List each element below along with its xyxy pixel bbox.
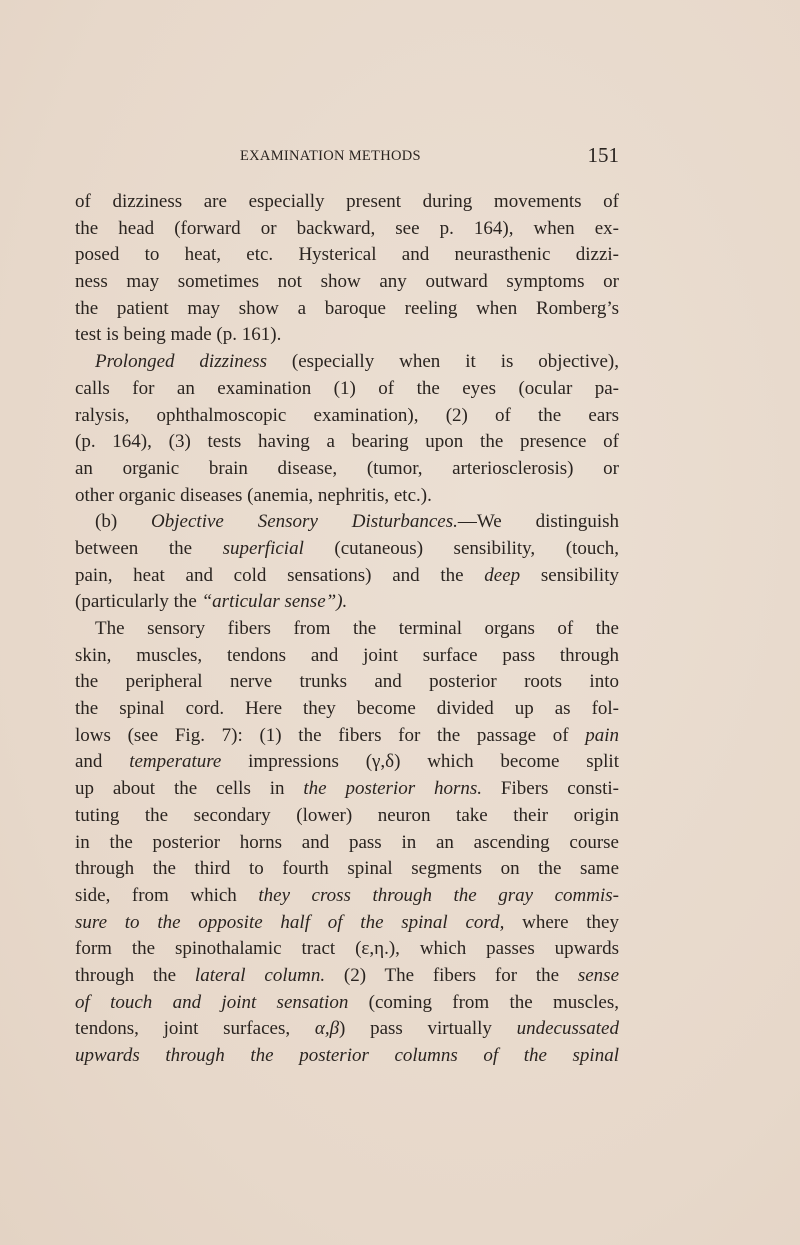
text-line [75, 990, 619, 1017]
page-number: 151 [587, 143, 619, 167]
text-line [75, 669, 619, 696]
text-line [75, 883, 619, 910]
text-segment: form the spinothalamic tract (ε,η.), which passes upwards [75, 938, 619, 960]
italic-text: superficial [222, 537, 304, 559]
italic-text: deep [484, 564, 521, 586]
running-head [75, 143, 619, 168]
running-head-title: EXAMINATION METHODS [240, 148, 421, 164]
italic-text: sense [577, 964, 619, 986]
text-segment: and [75, 751, 130, 773]
text-line [75, 749, 619, 776]
text-segment: (2) The fibers for the [325, 964, 578, 986]
text-segment: other organic diseases (anemia, nephritis, etc.). [75, 484, 432, 506]
text-segment: through the [75, 964, 195, 986]
text-segment: impressions (γ,δ) which become split [221, 751, 619, 773]
text-line [75, 803, 619, 830]
text-line [75, 776, 619, 803]
text-line [75, 322, 619, 349]
text-segment: the head (forward or backward, see p. 164), when ex- [75, 217, 619, 239]
text-segment: tuting the secondary (lower) neuron take their origin [75, 804, 619, 826]
text-line [75, 589, 619, 616]
text-segment: between the [75, 537, 223, 559]
text-segment: ralysis, ophthalmoscopic examination), (2) of the ears [75, 404, 619, 426]
text-line [75, 696, 619, 723]
text-line [75, 429, 619, 456]
italic-text: upwards through the posterior columns of the spinal [75, 1045, 619, 1066]
text-segment: test is being made (p. 161). [75, 324, 282, 346]
text-segment: an organic brain disease, (tumor, arteriosclerosis) or [75, 457, 619, 479]
text-segment: side, from which [75, 884, 259, 906]
text-segment: calls for an examination (1) of the eyes (ocular pa- [75, 377, 619, 399]
text-segment: (particularly the [75, 591, 202, 613]
italic-text: sure to the opposite half of the spinal cord, [75, 911, 505, 933]
text-segment: the spinal cord. Here they become divided up as fol- [75, 698, 619, 720]
text-line [75, 536, 619, 563]
italic-text: of touch and joint sensation [75, 991, 349, 1013]
text-segment: ) pass virtually [339, 1018, 517, 1040]
text-line [75, 1043, 619, 1070]
text-segment: (cutaneous) sensibility, (touch, [303, 537, 619, 559]
text-line [75, 1016, 619, 1043]
text-line [75, 563, 619, 590]
text-segment: sensibility [520, 564, 619, 586]
italic-text: Prolonged dizziness [95, 351, 267, 373]
text-segment: lows (see Fig. 7): (1) the fibers for the passage of [75, 724, 586, 746]
text-segment: Fibers consti- [482, 778, 619, 800]
text-line [75, 403, 619, 430]
text-line [75, 509, 619, 536]
text-segment: skin, muscles, tendons and joint surface pass through [75, 644, 619, 666]
text-segment: ness may sometimes not show any outward symptoms or [75, 271, 619, 293]
text-line [75, 456, 619, 483]
body-text [75, 189, 619, 1070]
text-segment: through the third to fourth spinal segments on the same [75, 858, 619, 880]
text-segment: in the posterior horns and pass in an ascending course [75, 831, 619, 853]
italic-text: they cross through the gray commis- [258, 884, 619, 906]
text-segment: (coming from the muscles, [348, 991, 619, 1013]
text-line [75, 483, 619, 510]
text-line [75, 216, 619, 243]
text-segment: where they [504, 911, 619, 933]
text-line [75, 963, 619, 990]
text-segment: the peripheral nerve trunks and posterior roots into [75, 671, 619, 693]
text-line [75, 242, 619, 269]
text-segment: the patient may show a baroque reeling when Romberg’s [75, 297, 619, 319]
text-line [75, 189, 619, 216]
italic-text: pain [585, 724, 619, 746]
text-segment: (b) [95, 511, 152, 533]
text-line [75, 349, 619, 376]
text-line [75, 723, 619, 750]
italic-text: lateral column. [194, 964, 326, 986]
text-segment: of dizziness are especially present during movements of [75, 191, 619, 212]
text-line [75, 376, 619, 403]
italic-text: the posterior horns. [303, 778, 483, 800]
text-segment: The sensory fibers from the terminal organs of the [95, 618, 619, 639]
text-line [75, 269, 619, 296]
text-segment: posed to heat, etc. Hysterical and neurasthenic dizzi- [75, 244, 619, 266]
text-segment: tendons, joint surfaces, [75, 1018, 315, 1040]
text-line [75, 643, 619, 670]
text-segment: (p. 164), (3) tests having a bearing upon the presence of [75, 431, 619, 453]
italic-text: α,β [314, 1018, 340, 1040]
text-segment: pain, heat and cold sensations) and the [75, 564, 485, 586]
italic-text: Objective Sensory Disturbances. [151, 511, 458, 533]
text-line [75, 616, 619, 643]
text-line [75, 910, 619, 937]
italic-text: temperature [129, 751, 222, 773]
italic-text: undecussated [516, 1018, 619, 1040]
text-line [75, 830, 619, 857]
text-line [75, 936, 619, 963]
text-segment: up about the cells in [75, 778, 304, 800]
text-segment: —We distinguish [457, 511, 619, 533]
text-line [75, 856, 619, 883]
text-line [75, 296, 619, 323]
text-segment: (especially when it is objective), [267, 351, 619, 373]
italic-text: “articular sense”). [201, 591, 348, 613]
